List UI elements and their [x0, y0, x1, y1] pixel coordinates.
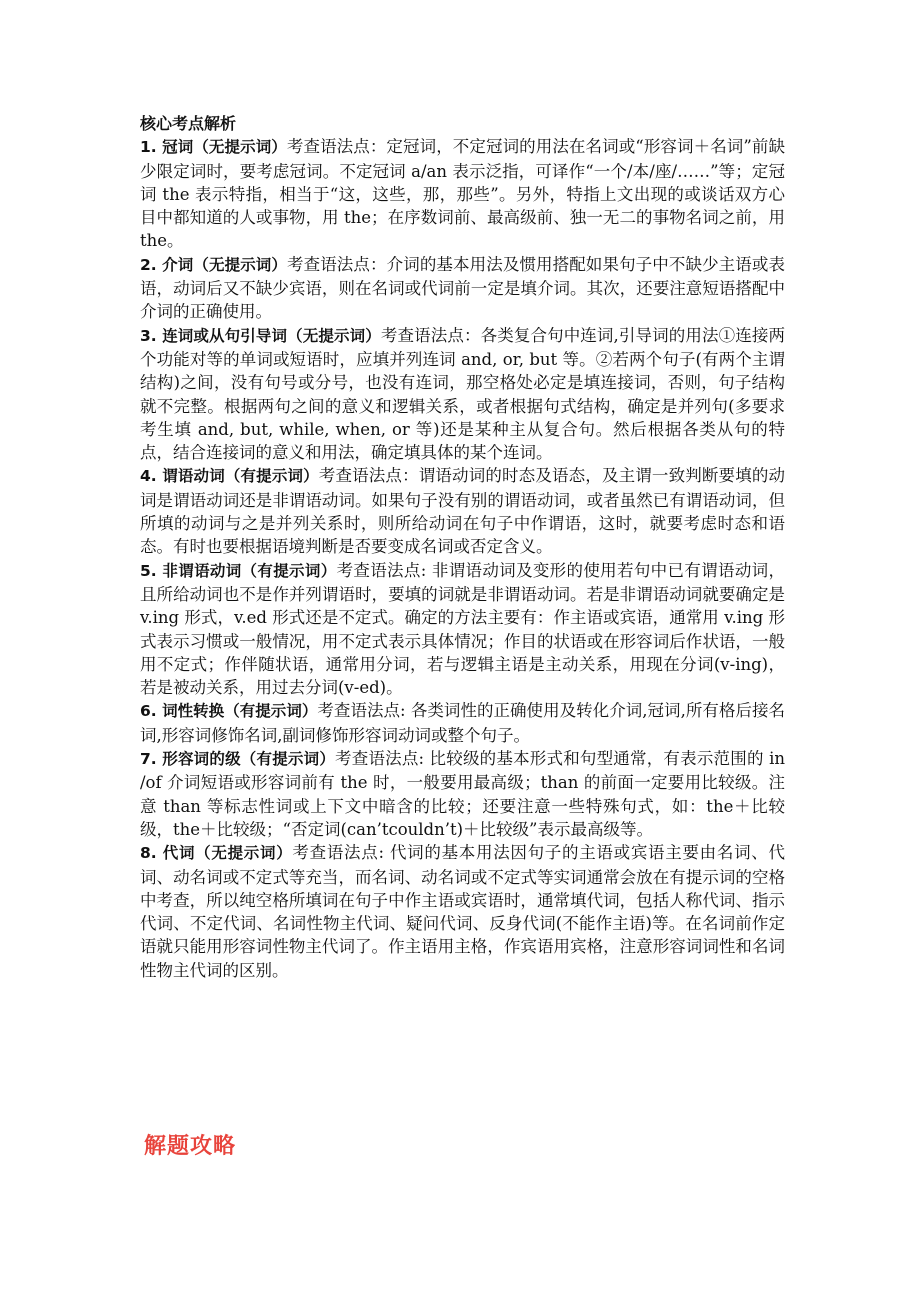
- point-body: 考查语法点: 代词的基本用法因句子的主语或宾语主要由名词、代词、动名词或不定式等充当，而名词、动名词或不定式等实词通常会放在有提示词的空格中考查，所以纯空格所填词在句子中作主语或宾语时，通常填代词，包括人称代词、指示代词、不定代词、名词性物主代词、疑问代词、反身代词(不能作主语)等。在名词前作定语就只能用形容词性物主代词了。作主语用主格，作宾语用宾格，注意形容词词性和名词性物主代词的区别。: [140, 843, 785, 980]
- point-body: 考查语法点: 非谓语动词及变形的使用若句中已有谓语动词，且所给动词也不是作并列谓语时，要填的词就是非谓语动词。若是非谓语动词就要确定是 v.ing 形式，v.ed 形式还是不定式。确定的方法主要有：作主语或宾语，通常用 v.ing 形式表示习惯或一般情况，用不定式表示具体情况；作目的状语或在形容词后作状语，一般用不定式；作伴随状语，通常用分词，若与逻辑主语是主动关系，用现在分词(v-ing)，若是被动关系，用过去分词(v-ed)。: [140, 560, 785, 698]
- point-body: 考查语法点：谓语动词的时态及语态，及主谓一致判断要填的动词是谓语动词还是非谓语动词。如果句子没有别的谓语动词，或者虽然已有谓语动词，但所填的动词与之是并列关系时，则所给动词在句子中作谓语，这时，就要考虑时态和语态。有时也要根据语境判断是否要变成名词或否定含义。: [140, 466, 786, 557]
- point-title: 5. 非谓语动词（有提示词）: [140, 561, 337, 580]
- strategy-heading: 解题攻略: [144, 1134, 237, 1159]
- point-title: 4. 谓语动词（有提示词）: [140, 467, 319, 486]
- grammar-point-4: [140, 464, 785, 558]
- point-body: 考查语法点：介词的基本用法及惯用搭配如果句子中不缺少主语或表语，动词后又不缺少宾语，则在名词或代词前一定是填介词。其次，还要注意短语搭配中介词的正确使用。: [140, 254, 785, 322]
- grammar-point-3: [140, 324, 785, 465]
- grammar-point-8: [140, 841, 785, 982]
- point-title: 6. 词性转换（有提示词）: [140, 702, 318, 721]
- document-body: [140, 112, 785, 982]
- point-title: 1. 冠词（无提示词）: [140, 138, 287, 157]
- point-title: 7. 形容词的级（有提示词）: [140, 750, 336, 769]
- grammar-point-2: [140, 253, 785, 324]
- grammar-point-5: [140, 559, 785, 700]
- point-body: 考查语法点：定冠词，不定冠词的用法在名词或“形容词＋名词”前缺少限定词时，要考虑冠词。不定冠词 a/an 表示泛指，可译作“一个/本/座/……”等；定冠词 the 表示特指，相当于“这，这些，那，那些”。另外，特指上文出现的或谈话双方心目中都知道的人或事物，用 the；在序数词前、最高级前、独一无二的事物名词之前，用 the。: [140, 137, 785, 251]
- grammar-point-1: [140, 135, 785, 252]
- point-body: 考查语法点: 比较级的基本形式和句型通常，有表示范围的 in /of 介词短语或形容词前有 the 时，一般要用最高级；than 的前面一定要用比较级。注意 than 等标志性词或上下文中暗含的比较；还要注意一些特殊句式，如：the＋比较级，the＋比较级；“否定词(can’tcouldn’t)＋比较级”表示最高级等。: [140, 749, 786, 839]
- grammar-point-7: [140, 747, 785, 841]
- point-body: 考查语法点：各类复合句中连词,引导词的用法①连接两个功能对等的单词或短语时，应填并列连词 and, or, but 等。②若两个句子(有两个主谓结构)之间，没有句号或分号，也没有连词，那空格处必定是填连接词，否则，句子结构就不完整。根据两句之间的意义和逻辑关系，或者根据句式结构，确定是并列句(多要求考生填 and, but, while, when, or 等)还是某种主从复合句。然后根据各类从句的特点，结合连接词的意义和用法，确定填具体的某个连词。: [140, 325, 785, 463]
- point-body: 考查语法点: 各类词性的正确使用及转化介词,冠词,所有格后接名词,形容词修饰名词,副词修饰形容词动词或整个句子。: [140, 701, 785, 745]
- point-title: 3. 连词或从句引导词（无提示词）: [140, 326, 381, 345]
- section-heading: 核心考点解析: [140, 114, 237, 133]
- point-title: 2. 介词（无提示词）: [140, 255, 287, 274]
- point-title: 8. 代词（无提示词）: [140, 844, 293, 863]
- grammar-point-6: [140, 699, 785, 747]
